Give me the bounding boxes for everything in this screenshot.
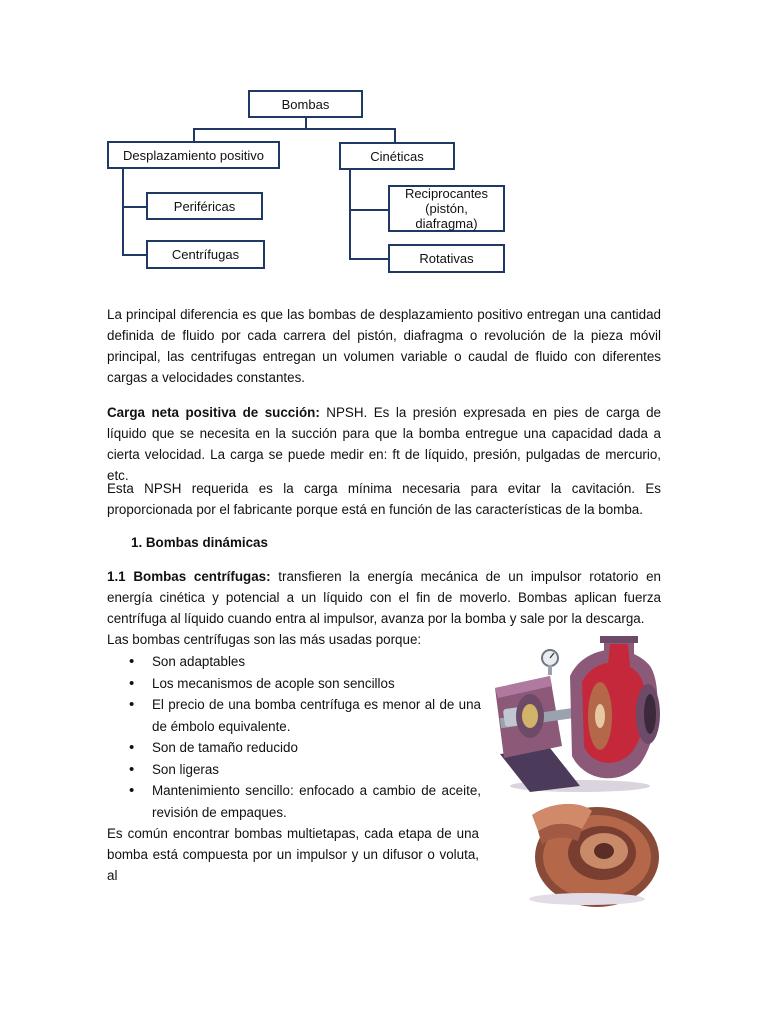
paragraph-most-used: Las bombas centrífugas son las más usadas porque: [107, 632, 422, 647]
connector-line [349, 169, 351, 260]
diagram-box-peripheral: Periféricas [146, 192, 263, 220]
section-heading-dynamic-pumps: 1. Bombas dinámicas [131, 535, 268, 550]
diagram-box-reciprocating: Reciprocantes (pistón, diafragma) [388, 185, 505, 232]
paragraph-npsh-required: Esta NPSH requerida es la carga mínima necesaria para evitar la cavitación. Es proporcionada por el fabricante porque está en función de las características de la bomba. [107, 481, 661, 517]
centrifugal-definition: transfieren la energía mecánica de un impulsor rotatorio en energía cinética y potencial a un líquido con el fin de moverlo. Bombas aplican fuerza centrífuga al líquido cuando entra al impulsor, avanza por la bomba y sale por la descarga. [107, 569, 661, 626]
npsh-term: Carga neta positiva de succión: [107, 405, 320, 420]
list-item: • El precio de una bomba centrífuga es menor al de una de émbolo equivalente. [107, 694, 481, 737]
connector-line [394, 128, 396, 143]
diagram-box-kinetic: Cinéticas [339, 142, 455, 170]
connector-line [193, 128, 396, 130]
list-item: • Son adaptables [107, 651, 481, 673]
diagram-box-root: Bombas [248, 90, 363, 118]
list-item: • Los mecanismos de acople son sencillos [107, 673, 481, 695]
centrifugal-term: 1.1 Bombas centrífugas: [107, 569, 271, 584]
paragraph-difference: La principal diferencia es que las bombas de desplazamiento positivo entregan una cantidad definida de fluido por cada carrera del pistón, diafragma o revolución de la pieza móvil principal, las centrifugas entregan un volumen variable o caudal de fluido con diferentes cargas a velocidades constantes. [107, 307, 661, 385]
connector-line [349, 209, 389, 211]
diagram-box-centrifugal: Centrífugas [146, 240, 265, 269]
list-item: • Mantenimiento sencillo: enfocado a cambio de aceite, revisión de empaques. [107, 780, 481, 823]
connector-line [122, 168, 124, 256]
impeller-illustration [512, 795, 662, 913]
paragraph-npsh [107, 402, 661, 486]
advantages-list [107, 651, 481, 823]
connector-line [122, 206, 147, 208]
pump-cutaway-illustration [490, 636, 662, 796]
diagram-box-positive-displacement: Desplazamiento positivo [107, 141, 280, 169]
connector-line [193, 128, 195, 142]
list-item: • Son ligeras [107, 759, 481, 781]
npsh-definition: NPSH. Es la presión expresada en pies de carga de líquido que se necesita en la succión para que la bomba entregue una capacidad dada a cierta velocidad. La carga se puede medir en: ft de líquido, presión, pulgadas de mercurio, etc. [107, 405, 661, 483]
diagram-box-rotary: Rotativas [388, 244, 505, 273]
connector-line [349, 258, 389, 260]
connector-line [122, 254, 147, 256]
paragraph-multistage: Es común encontrar bombas multietapas, cada etapa de una bomba está compuesta por un impulsor y un difusor o voluta, al [107, 826, 479, 883]
pump-classification-diagram [0, 0, 768, 290]
list-item: • Son de tamaño reducido [107, 737, 481, 759]
paragraph-centrifugal [107, 566, 661, 629]
